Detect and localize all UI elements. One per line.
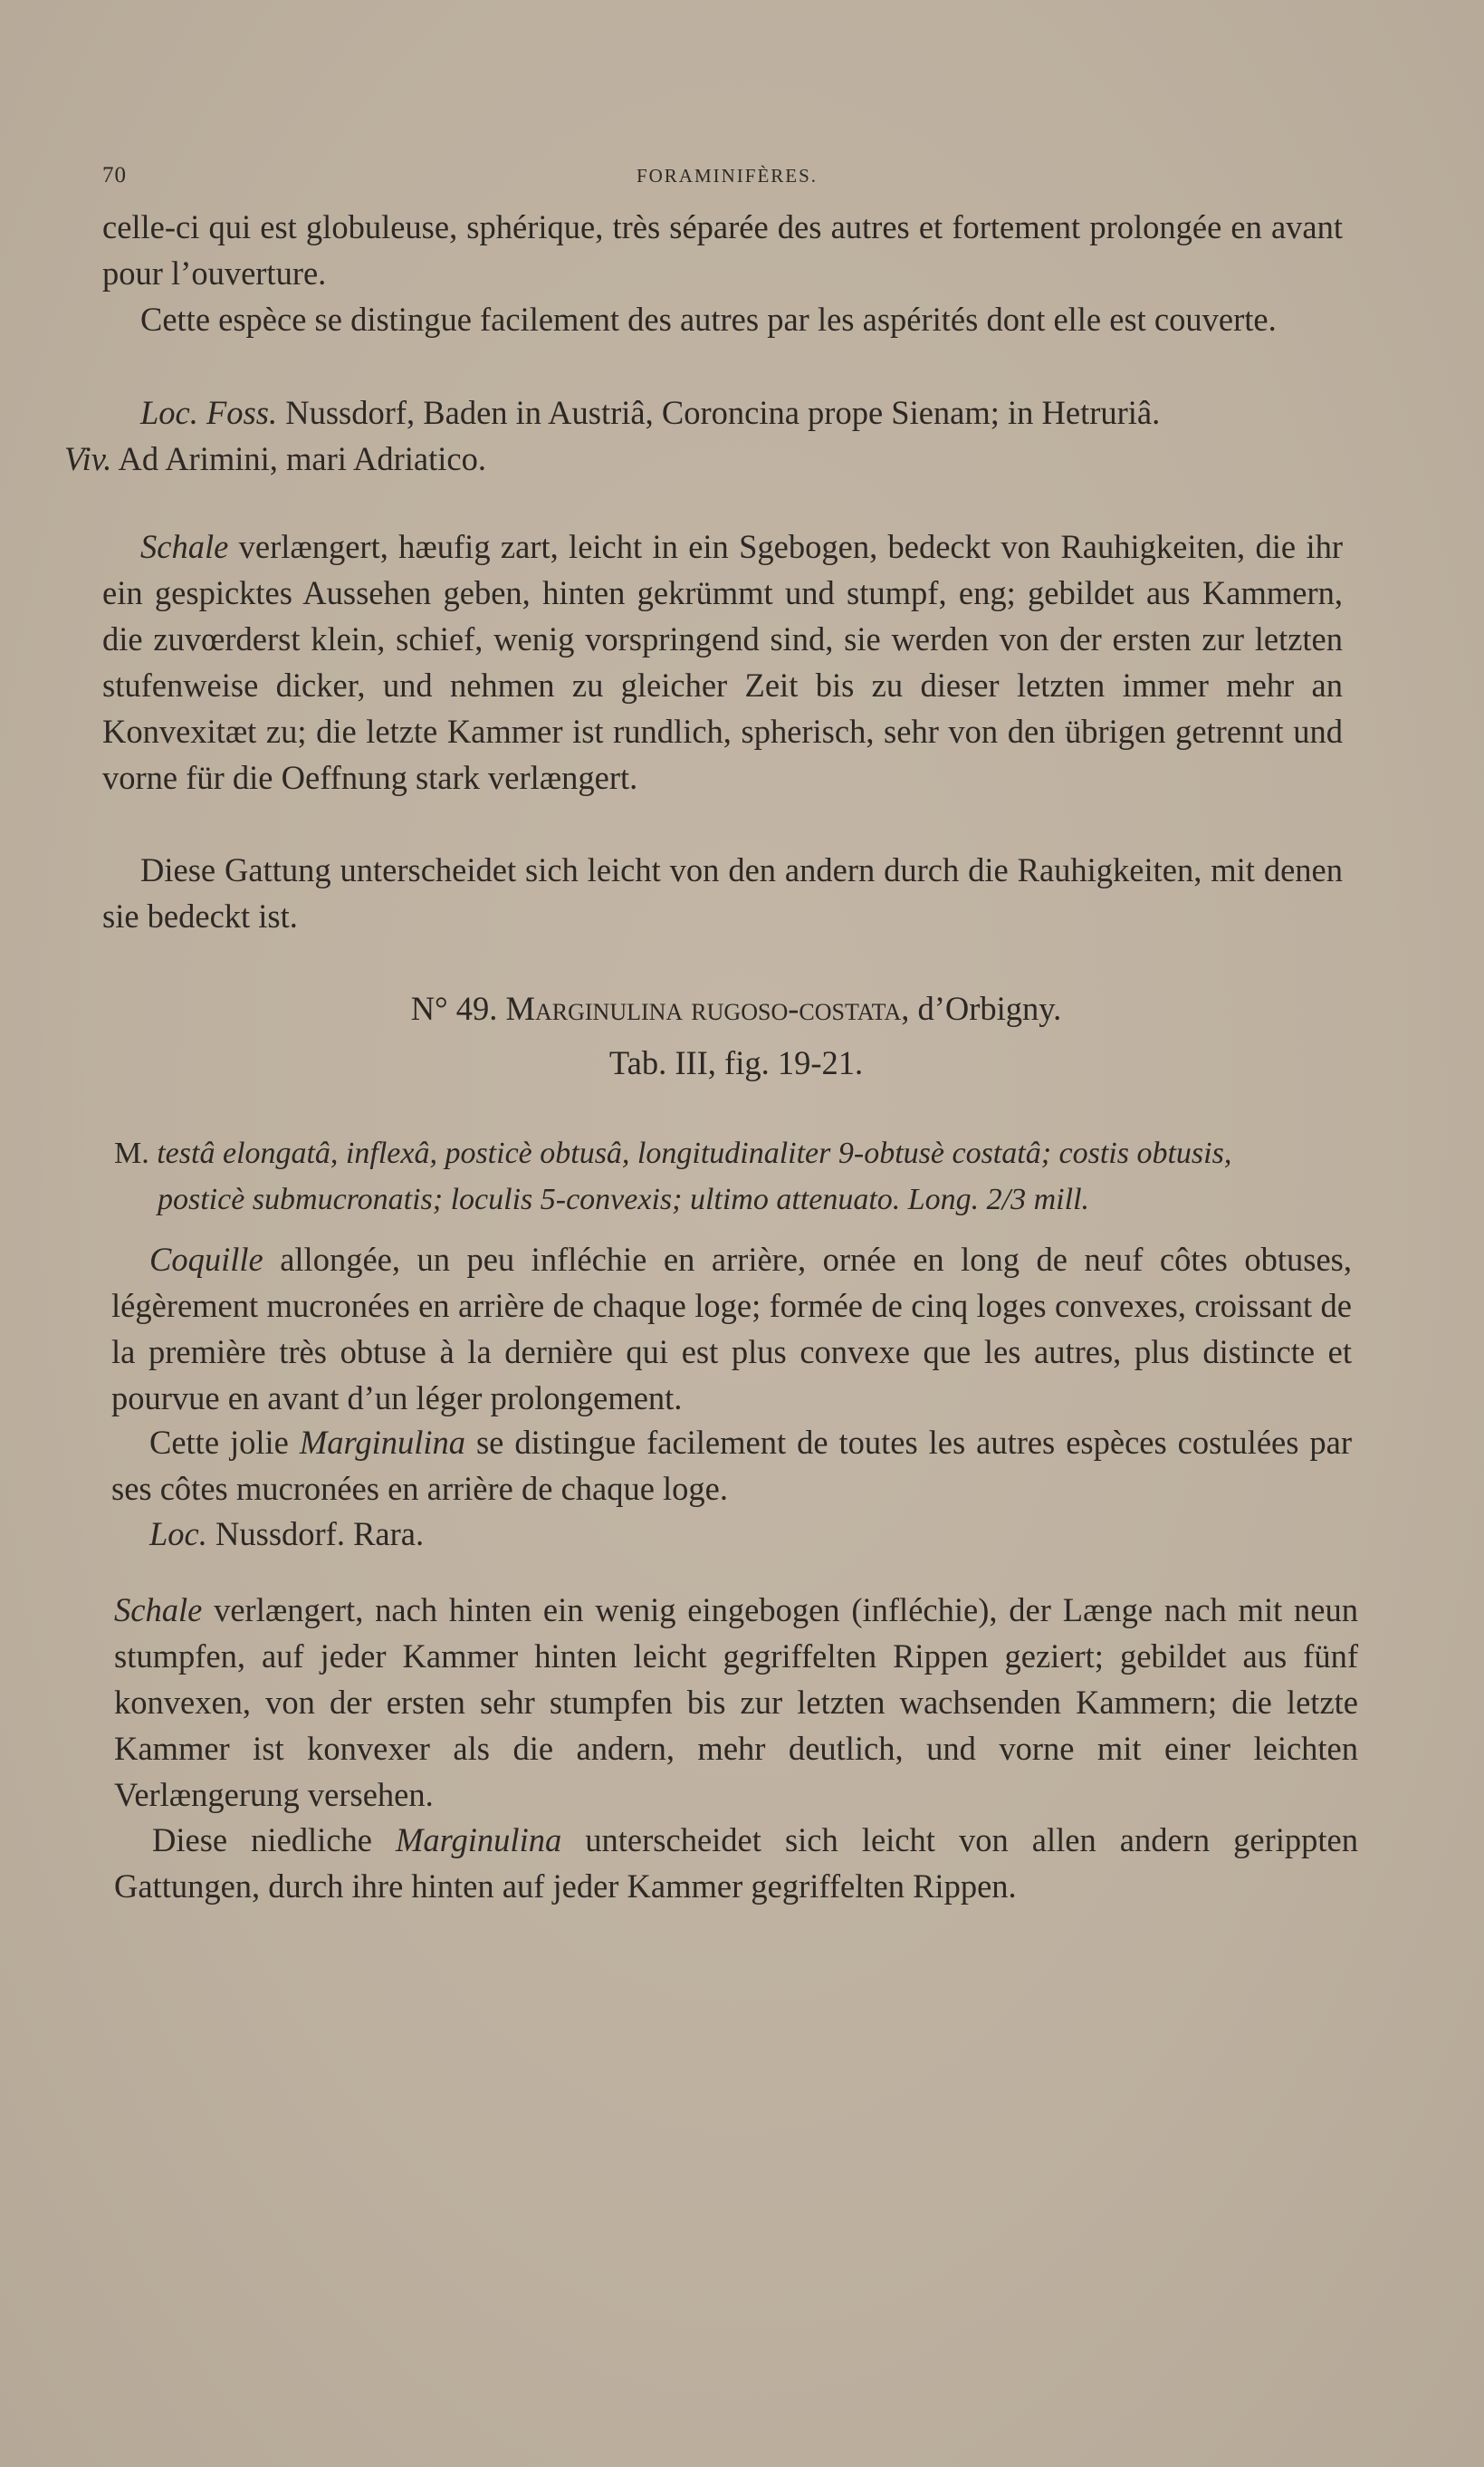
remark-after: se distingue facilement de toutes les autres espèces costulées par ses côtes mucronées en arrière de chaque loge. — [111, 1424, 1352, 1507]
genus-name: Marginulina — [299, 1424, 465, 1461]
species-author: d’Orbigny. — [909, 990, 1062, 1027]
species-number: N° 49. — [410, 990, 498, 1027]
genus-name: Marginulina — [396, 1821, 562, 1858]
plate-reference: Tab. III, fig. 19-21. — [608, 1044, 864, 1081]
page-number: 70 — [102, 163, 127, 187]
coquille-term: Coquille — [149, 1241, 263, 1278]
remark-before: Diese niedliche — [152, 1821, 397, 1858]
locality-label: Loc. — [149, 1515, 207, 1552]
paragraph-french-remark — [111, 1419, 1352, 1512]
paragraph-text: allongée, un peu infléchie en arrière, ornée en long de neuf côtes obtuses, légèrement mucronées en arrière de chaque loge; formée de cinq loges convexes, croissant de la première très obtuse à la dernière qui est plus convexe que les autres, plus distincte et pourvue en avant d’un léger prolongement. — [111, 1241, 1352, 1416]
diagnosis-line-1: testâ elongatâ, inflexâ, posticè obtusâ, longitudinaliter 9-obtusè costatâ; costis obtusis, — [148, 1137, 1232, 1170]
diagnosis-lead: M. — [114, 1137, 149, 1170]
locality-foss-text: Nussdorf, Baden in Austriâ, Coroncina prope Sienam; in Hetruriâ. — [277, 394, 1161, 431]
locality-viv-text: Ad Arimini, mari Adriatico. — [111, 440, 486, 477]
paragraph-german-distinction — [102, 847, 1343, 939]
running-title: FORAMINIFÈRES. — [636, 165, 819, 187]
paragraph-french-description — [111, 1236, 1352, 1421]
schale-term: Schale — [140, 528, 229, 565]
locality-foss-label: Loc. Foss. — [140, 394, 278, 431]
paragraph-text: verlængert, nach hinten ein wenig eingebogen (infléchie), der Længe nach mit neun stumpfen, auf jeder Kammer hinten leicht gegriffelten Rippen geziert; gebildet aus fünf konvexen, von der ersten sehr stumpfen bis zur letzten wachsenden Kammern; die letzte Kammer ist konvexer als die andern, mehr deutlich, und vorne mit einer leichten Verlængerung versehen. — [114, 1591, 1358, 1813]
paragraph-german-description-2 — [114, 1587, 1358, 1818]
paragraph-german-remark — [114, 1817, 1358, 1909]
paragraph-german-description — [102, 523, 1343, 801]
paragraph-text: verlængert, hæufig zart, leicht in ein Sgebogen, bedeckt von Rauhigkeiten, die ihr ein gespicktes Aussehen geben, hinten gekrümmt und stumpf, eng; gebildet aus Kammern, die zuvœrderst klein, schief, wenig vorspringend sind, sie werden von der ersten zur letzten stufenweise dicker, und nehmen zu gleicher Zeit bis zu dieser letzten immer mehr an Konvexitæt zu; die letzte Kammer ist rundlich, spherisch, sehr von den übrigen getrennt und vorne für die Oeffnung stark verlængert. — [102, 528, 1343, 796]
latin-diagnosis — [114, 1130, 1355, 1223]
paragraph-text: Cette espèce se distingue facilement des autres par les aspérités dont elle est couverte. — [140, 301, 1277, 338]
species-name: Marginulina rugoso-costata, — [505, 990, 910, 1027]
paragraph-text: Diese Gattung unterscheidet sich leicht von den andern durch die Rauhigkeiten, mit denen sie bedeckt ist. — [102, 851, 1343, 935]
paragraph-text: celle-ci qui est globuleuse, sphérique, très séparée des autres et fortement prolongée en avant pour l’ouverture. — [102, 208, 1343, 292]
locality-text: Nussdorf. Rara. — [206, 1515, 425, 1552]
page-header — [102, 163, 1352, 192]
schale-term: Schale — [114, 1591, 203, 1628]
locality-paragraph — [64, 389, 1343, 482]
diagnosis-line-2: posticè submucronatis; loculis 5-convexis; ultimo attenuato. Long. 2/3 mill. — [158, 1183, 1090, 1216]
paragraph-french-continuation — [102, 204, 1343, 296]
paragraph-french-distinction — [102, 296, 1343, 342]
remark-after: unterscheidet sich leicht von allen andern gerippten Gattungen, durch ihre hinten auf jeder Kammer gegriffelten Rippen. — [114, 1821, 1358, 1905]
remark-before: Cette jolie — [149, 1424, 300, 1461]
species-heading — [102, 985, 1370, 1032]
locality-paragraph-2 — [111, 1511, 1352, 1557]
locality-viv-label: Viv. — [64, 440, 112, 477]
